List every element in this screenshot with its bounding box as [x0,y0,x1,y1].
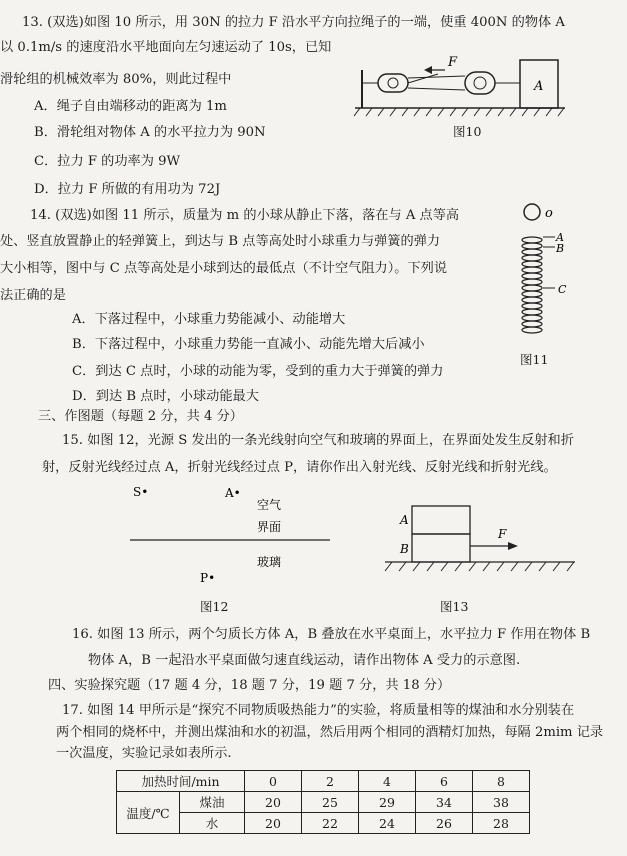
q13-option-d: D．拉力 F 所做的有用功为 72J [34,182,221,197]
figure-10-label-f: F [448,55,458,70]
table-cell: 38 [473,792,530,813]
q13-option-a: A．绳子自由端移动的距离为 1m [34,99,227,114]
table-cell: 20 [245,813,302,834]
table-cell: 8 [473,771,530,792]
q14-option-a: A．下落过程中，小球重力势能减小、动能增大 [72,312,346,327]
figure-12-label-interface: 界面 [257,520,282,534]
q17-line-3: 一次温度，实验记录如表所示. [56,746,232,761]
section-4-title: 四、实验探究题（17 题 4 分，18 题 7 分，19 题 7 分，共 18 分） [48,678,451,693]
figure-12-label-p: P• [200,571,216,585]
figure-13-label-f: F [498,527,507,541]
q14-option-c: C．到达 C 点时，小球的动能为零，受到的重力大于弹簧的弹力 [72,364,444,379]
q14-line-1: 14. (双选)如图 11 所示，质量为 m 的小球从静止下落，落在与 A 点等高 [30,208,460,223]
figure-12-label-air: 空气 [257,498,282,512]
table-header-time: 加热时间/min [117,771,245,792]
figure-11-caption: 图11 [520,352,549,367]
figure-10-label-a: A [534,79,544,94]
figure-11-label-b: B [556,242,565,255]
q13-line-1: 13. (双选)如图 10 所示，用 30N 的拉力 F 沿水平方向拉绳子的一端，使重 400N 的物体 A [22,15,565,30]
figure-10-pulley-diagram [350,50,570,120]
q17-line-2: 两个相同的烧杯中，并测出煤油和水的初温，然后用两个相同的酒精灯加热，每隔 2mim 记录 [56,725,604,740]
figure-12-label-s: S• [133,485,149,499]
q14-line-4: 法正确的是 [0,288,66,303]
figure-13-label-b: B [400,542,409,556]
section-3-title: 三、作图题（每题 2 分，共 4 分） [38,409,243,424]
table-row-label: 水 [180,813,245,834]
table-cell: 20 [245,792,302,813]
q16-line-2: 物体 A，B 一起沿水平桌面做匀速直线运动，请作出物体 A 受力的示意图. [88,653,521,668]
figure-11-spring-diagram [505,200,585,348]
table-cell: 26 [416,813,473,834]
figure-12-caption: 图12 [200,599,229,614]
q13-line-2: 以 0.1m/s 的速度沿水平地面向左匀速运动了 10s，已知 [0,40,332,55]
table-cell: 6 [416,771,473,792]
table-cell: 24 [359,813,416,834]
figure-11-label-c: C [558,283,567,296]
figure-11-label-a: A [556,231,564,244]
q16-line-1: 16. 如图 13 所示，两个匀质长方体 A，B 叠放在水平桌面上，水平拉力 F 作用在物体 B [72,627,591,642]
q14-option-d: D．到达 B 点时，小球动能最大 [72,389,259,404]
table-cell: 28 [473,813,530,834]
q14-line-3: 大小相等，图中与 C 点等高处是小球到达的最低点（不计空气阻力）。下列说 [0,261,448,276]
table-cell: 0 [245,771,302,792]
table-cell: 2 [302,771,359,792]
figure-11-label-o: o [545,206,553,221]
q14-line-2: 处、竖直放置静止的轻弹簧上，到达与 B 点等高处时小球重力与弹簧的弹力 [0,234,441,249]
q13-option-b: B．滑轮组对物体 A 的水平拉力为 90N [34,125,266,140]
figure-13-blocks-diagram [380,498,580,580]
table-cell: 34 [416,792,473,813]
table-row-label: 煤油 [180,792,245,813]
table-cell: 29 [359,792,416,813]
figure-12-label-a: A• [225,486,241,500]
table-cell: 4 [359,771,416,792]
table-row [117,771,530,792]
figure-10-caption: 图10 [453,124,482,139]
q17-line-1: 17. 如图 14 甲所示是“探究不同物质吸热能力”的实验，将质量相等的煤油和水分别装在 [62,703,575,718]
table-row [117,792,530,813]
table-cell: 22 [302,813,359,834]
figure-13-caption: 图13 [440,599,469,614]
figure-12-label-glass: 玻璃 [257,555,282,569]
q14-option-b: B．下落过程中，小球重力势能一直减小、动能先增大后减小 [72,337,425,352]
figure-12-light-diagram [125,480,335,590]
q13-option-c: C．拉力 F 的功率为 9W [34,154,181,169]
figure-13-label-a: A [400,513,409,527]
table-header-temperature: 温度/℃ [117,792,180,834]
q15-line-2: 射，反射光线经过点 A，折射光线经过点 P，请你作出入射光线、反射光线和折射光线。 [42,460,557,475]
q13-line-3: 滑轮组的机械效率为 80%，则此过程中 [0,72,232,87]
q17-data-table [116,770,530,834]
table-cell: 25 [302,792,359,813]
q15-line-1: 15. 如图 12，光源 S 发出的一条光线射向空气和玻璃的界面上，在界面处发生反射和折 [62,433,574,448]
